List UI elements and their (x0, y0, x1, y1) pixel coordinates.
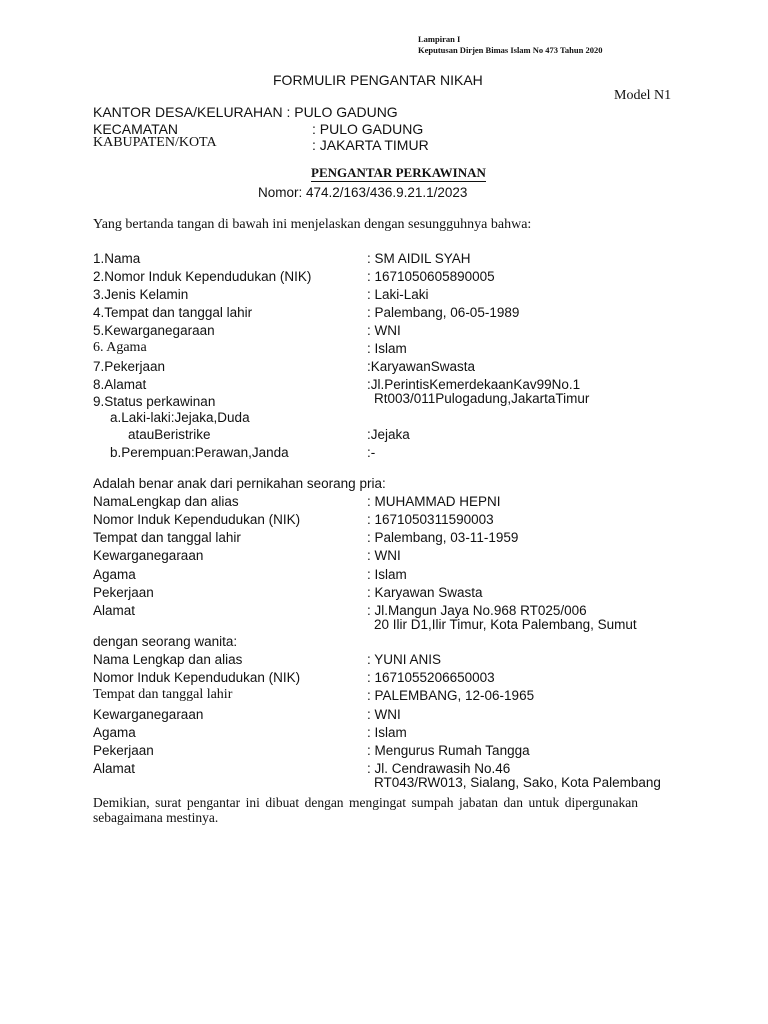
subject-status-a-line1: a.Laki-laki:Jejaka,Duda (110, 410, 250, 425)
mother-alamat-line2: RT043/RW013, Sialang, Sako, Kota Palembang (374, 775, 661, 790)
letter-intro: Yang bertanda tangan di bawah ini menjelaskan dengan sesungguhnya bahwa: (93, 217, 532, 232)
father-alamat-line1: : Jl.Mangun Jaya No.968 RT025/006 (367, 603, 587, 618)
mother-warga-value: : WNI (367, 707, 401, 722)
subject-status-a-value: :Jejaka (367, 427, 410, 442)
subject-nik-label: 2.Nomor Induk Kependudukan (NIK) (93, 269, 312, 284)
mother-nik-label: Nomor Induk Kependudukan (NIK) (93, 670, 301, 685)
father-ttl-label: Tempat dan tanggal lahir (93, 530, 241, 545)
subject-status-b: b.Perempuan:Perawan,Janda (110, 445, 289, 460)
keputusan-label: Keputusan Dirjen Bimas Islam No 473 Tahun 2020 (418, 45, 603, 55)
father-nik-value: : 1671050311590003 (367, 512, 494, 527)
subject-status-label: 9.Status perkawinan (93, 394, 216, 409)
father-alamat-line2: 20 Ilir D1,Ilir Timur, Kota Palembang, Sumut (374, 617, 637, 632)
subject-warga-value: : WNI (367, 323, 401, 338)
father-pekerjaan-label: Pekerjaan (93, 585, 154, 600)
form-title: FORMULIR PENGANTAR NIKAH (273, 72, 483, 88)
mother-nama-value: : YUNI ANIS (367, 652, 442, 667)
subject-agama-value: : Islam (367, 341, 407, 356)
mother-alamat-label: Alamat (93, 761, 136, 776)
subject-status-a-line2: atauBeristrike (128, 427, 211, 442)
subject-status-b-value: :- (367, 445, 376, 460)
kantor-line: KANTOR DESA/KELURAHAN : PULO GADUNG (93, 104, 398, 120)
mother-ttl-label: Tempat dan tanggal lahir (93, 687, 233, 702)
mother-intro: dengan seorang wanita: (93, 634, 238, 649)
father-agama-label: Agama (93, 567, 136, 582)
model-label: Model N1 (614, 88, 672, 103)
father-warga-label: Kewarganegaraan (93, 548, 204, 563)
subject-ttl-value: : Palembang, 06-05-1989 (367, 305, 520, 320)
subject-alamat-line2: Rt003/011Pulogadung,JakartaTimur (374, 391, 590, 406)
kabupaten-value: : JAKARTA TIMUR (312, 137, 429, 153)
mother-nama-label: Nama Lengkap dan alias (93, 652, 243, 667)
father-alamat-label: Alamat (93, 603, 136, 618)
subject-nik-value: : 1671050605890005 (367, 269, 495, 284)
lampiran-label: Lampiran I (418, 34, 461, 44)
subject-pekerjaan-value: :KaryawanSwasta (367, 359, 476, 374)
mother-ttl-value: : PALEMBANG, 12-06-1965 (367, 688, 535, 703)
letter-title: PENGANTAR PERKAWINAN (311, 166, 486, 182)
mother-warga-label: Kewarganegaraan (93, 707, 204, 722)
mother-agama-value: : Islam (367, 725, 407, 740)
father-warga-value: : WNI (367, 548, 401, 563)
mother-agama-label: Agama (93, 725, 136, 740)
father-ttl-value: : Palembang, 03-11-1959 (367, 530, 519, 545)
father-nama-label: NamaLengkap dan alias (93, 494, 239, 509)
father-nik-label: Nomor Induk Kependudukan (NIK) (93, 512, 301, 527)
father-pekerjaan-value: : Karyawan Swasta (367, 585, 483, 600)
father-agama-value: : Islam (367, 567, 407, 582)
subject-pekerjaan-label: 7.Pekerjaan (93, 359, 166, 374)
father-intro: Adalah benar anak dari pernikahan seorang pria: (93, 476, 386, 491)
subject-alamat-label: 8.Alamat (93, 377, 147, 392)
father-nama-value: : MUHAMMAD HEPNI (367, 494, 501, 509)
subject-ttl-label: 4.Tempat dan tanggal lahir (93, 305, 253, 320)
mother-nik-value: : 1671055206650003 (367, 670, 495, 685)
letter-number: Nomor: 474.2/163/436.9.21.1/2023 (258, 185, 468, 200)
subject-warga-label: 5.Kewarganegaraan (93, 323, 215, 338)
mother-pekerjaan-label: Pekerjaan (93, 743, 154, 758)
closing-paragraph: Demikian, surat pengantar ini dibuat dengan mengingat sumpah jabatan dan untuk dipergunakan sebagaimana mestinya. (93, 795, 638, 825)
subject-jk-value: : Laki-Laki (367, 287, 429, 302)
subject-nama-value: : SM AIDIL SYAH (367, 251, 471, 266)
subject-jk-label: 3.Jenis Kelamin (93, 287, 189, 302)
mother-alamat-line1: : Jl. Cendrawasih No.46 (367, 761, 511, 776)
kecamatan-value: : PULO GADUNG (312, 121, 424, 137)
mother-pekerjaan-value: : Mengurus Rumah Tangga (367, 743, 530, 758)
subject-alamat-line1: :Jl.PerintisKemerdekaanKav99No.1 (367, 377, 581, 392)
kecamatan-label: KECAMATAN (93, 121, 179, 137)
subject-nama-label: 1.Nama (93, 251, 141, 266)
subject-agama-label: 6. Agama (93, 340, 147, 355)
kabupaten-label: KABUPATEN/KOTA (93, 135, 217, 150)
